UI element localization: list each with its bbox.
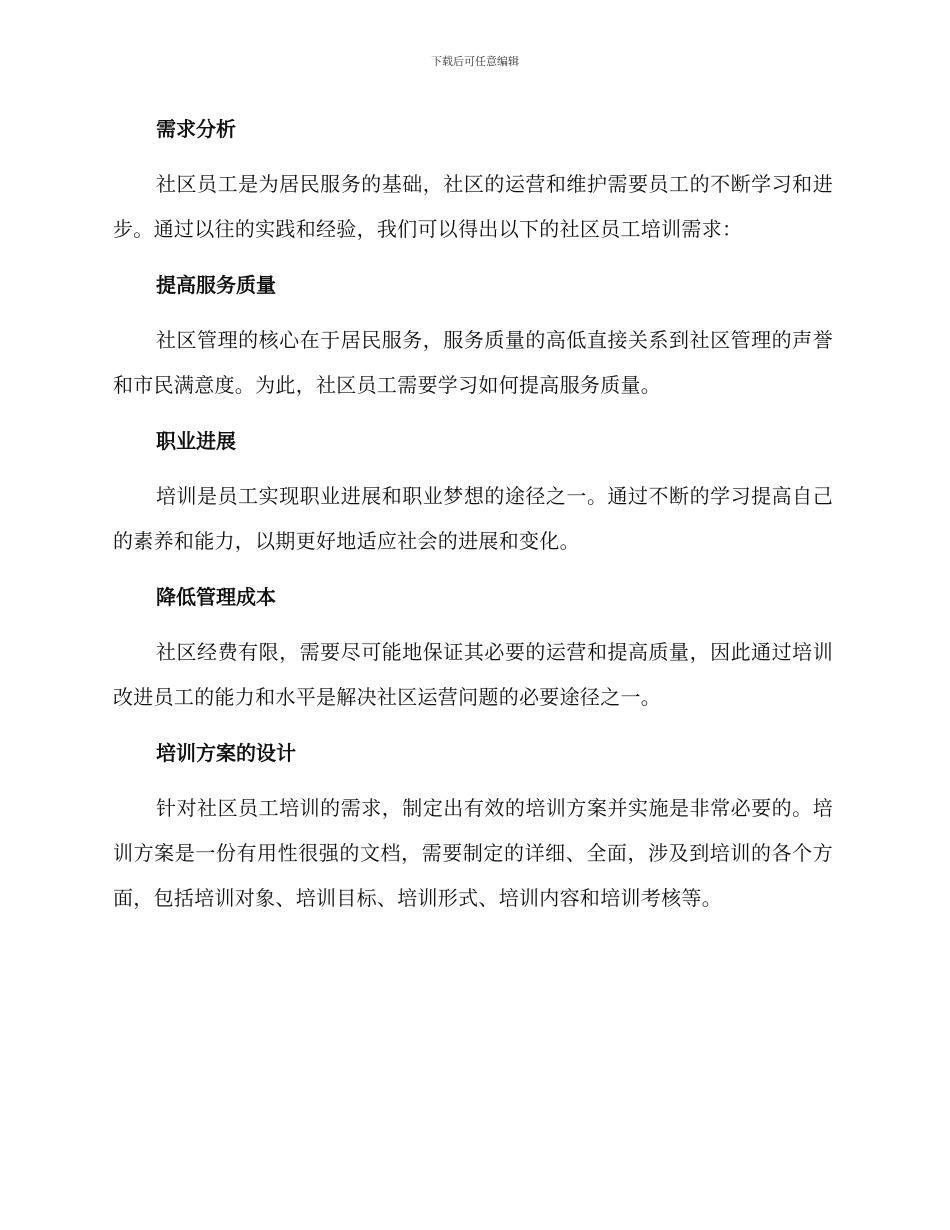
section-paragraph-reduce-costs: 社区经费有限，需要尽可能地保证其必要的运营和提高质量，因此通过培训改进员工的能力和水平是解决社区运营问题的必要途径之一。 xyxy=(113,640,833,709)
section-paragraph-needs-analysis: 社区员工是为居民服务的基础，社区的运营和维护需要员工的不断学习和进步。通过以往的实践和经验，我们可以得出以下的社区员工培训需求： xyxy=(113,172,833,241)
section-heading-reduce-costs: 降低管理成本 xyxy=(156,585,276,609)
section-heading-service-quality: 提高服务质量 xyxy=(156,273,276,297)
section-heading-career-progress: 职业进展 xyxy=(156,429,236,453)
section-heading-training-design: 培训方案的设计 xyxy=(156,741,296,765)
page-header: 下载后可任意编辑 xyxy=(431,55,519,68)
section-paragraph-career-progress: 培训是员工实现职业进展和职业梦想的途径之一。通过不断的学习提高自己的素养和能力，以期更好地适应社会的进展和变化。 xyxy=(113,484,833,553)
section-paragraph-training-design: 针对社区员工培训的需求，制定出有效的培训方案并实施是非常必要的。培训方案是一份有用性很强的文档，需要制定的详细、全面，涉及到培训的各个方面，包括培训对象、培训目标、培训形式、培训内容和培训考核等。 xyxy=(113,796,833,910)
section-paragraph-service-quality: 社区管理的核心在于居民服务，服务质量的高低直接关系到社区管理的声誉和市民满意度。为此，社区员工需要学习如何提高服务质量。 xyxy=(113,328,833,397)
document-body xyxy=(113,110,833,935)
section-heading-needs-analysis: 需求分析 xyxy=(156,117,236,141)
